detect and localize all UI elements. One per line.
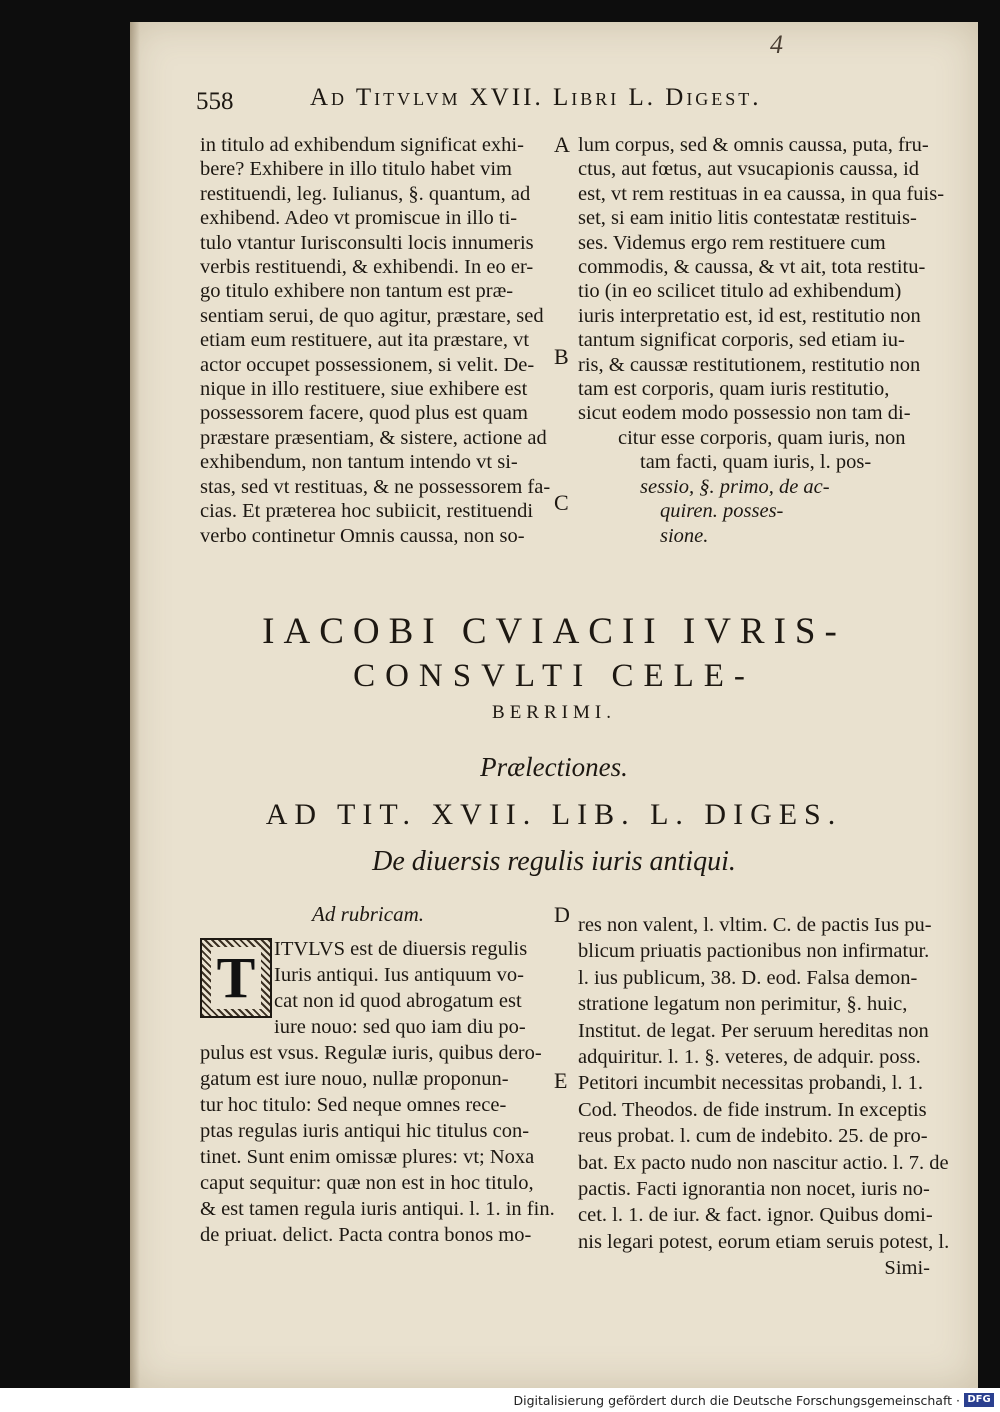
text-line: blicum priuatis pactionibus non infirmatur. bbox=[578, 940, 930, 963]
text-line: nique in illo restituere, siue exhibere est bbox=[200, 378, 528, 401]
text-line: tur hoc titulo: Sed neque omnes rece- bbox=[200, 1094, 507, 1116]
text-line: quiren. posses- bbox=[660, 500, 784, 523]
heading-line-2: CONSVLTI CELE- bbox=[353, 658, 755, 694]
text-line: sione. bbox=[660, 524, 709, 547]
text-line: tio (in eo scilicet titulo ad exhibendum) bbox=[578, 280, 902, 303]
text-line: bere? Exhibere in illo titulo habet vim bbox=[200, 158, 512, 181]
text-line: tam facti, quam iuris, l. pos- bbox=[640, 451, 872, 474]
text-line: tulo vtantur Iurisconsulti locis innumeris bbox=[200, 231, 534, 254]
text-line: adquiritur. l. 1. §. veteres, de adquir. poss. bbox=[578, 1046, 921, 1069]
text-line: iure nouo: sed quo iam diu po- bbox=[274, 1016, 526, 1038]
text-line: tantum significat corporis, sed etiam iu- bbox=[578, 329, 905, 352]
text-line: ses. Videmus ergo rem restituere cum bbox=[578, 231, 886, 254]
text-line: possessorem facere, quod plus est quam bbox=[200, 402, 528, 425]
text-line: cet. l. 1. de iur. & fact. ignor. Quibus domi- bbox=[578, 1204, 933, 1227]
text-line: verbo continetur Omnis caussa, non so- bbox=[200, 524, 525, 547]
heading-ad-tit: AD TIT. XVII. LIB. L. DIGES. bbox=[265, 798, 843, 831]
text-line: go titulo exhibere non tantum est præ- bbox=[200, 280, 514, 303]
text-line: sentiam serui, de quo agitur, præstare, sed bbox=[200, 304, 544, 327]
text-line: res non valent, l. vltim. C. de pactis Ius pu- bbox=[578, 914, 932, 936]
text-line: gatum est iure nouo, nullæ proponun- bbox=[200, 1068, 509, 1090]
text-line: bat. Ex pacto nudo non nascitur actio. l. 7. de bbox=[578, 1151, 949, 1174]
text-line: de priuat. delict. Pacta contra bonos mo- bbox=[200, 1224, 532, 1246]
heading-line-3: BERRIMI. bbox=[492, 702, 616, 723]
heading-line-1: IACOBI CVIACII IVRIS- bbox=[262, 611, 846, 652]
margin-letter-e: E bbox=[554, 1068, 568, 1093]
text-line: Institut. de legat. Per seruum hereditas non bbox=[578, 1019, 929, 1042]
text-line: citur esse corporis, quam iuris, non bbox=[618, 426, 906, 449]
text-line: cias. Et præterea hoc subiicit, restituendi bbox=[200, 500, 534, 523]
heading-praelectiones: Prælectiones. bbox=[480, 752, 628, 782]
text-line: exhibendum, non tantum intendo vt si- bbox=[200, 451, 518, 474]
corner-page-number: 4 bbox=[770, 30, 783, 59]
text-line: exhibend. Adeo vt promiscue in illo ti- bbox=[200, 207, 518, 230]
text-line: præstare præsentiam, & sistere, actione ad bbox=[200, 426, 547, 449]
top-right-column bbox=[578, 133, 945, 548]
margin-letter-a: A bbox=[554, 132, 570, 157]
text-line: sicut eodem modo possessio non tam di- bbox=[578, 402, 911, 425]
initial-letter: T bbox=[211, 947, 262, 1009]
text-line: lum corpus, sed & omnis caussa, puta, fru- bbox=[578, 134, 929, 156]
text-line: ITVLVS est de diuersis regulis bbox=[274, 938, 528, 960]
text-line: est, vt rem restituas in ea caussa, in qua fuis- bbox=[578, 182, 945, 205]
heading-de-diversis: De diuersis regulis iuris antiqui. bbox=[372, 846, 736, 877]
text-line: etiam eum restituere, aut ita præstare, vt bbox=[200, 329, 530, 352]
text-line: Iuris antiqui. Ius antiquum vo- bbox=[274, 964, 524, 986]
text-line: stas, sed vt restituas, & ne possessorem fa- bbox=[200, 475, 551, 498]
text-line: pulus est vsus. Regulæ iuris, quibus dero- bbox=[200, 1042, 542, 1064]
bottom-right-column bbox=[578, 912, 950, 1282]
text-line: Cod. Theodos. de fide instrum. In exceptis bbox=[578, 1098, 927, 1121]
text-line: in titulo ad exhibendum significat exhi- bbox=[200, 134, 524, 156]
text-line: set, si eam initio litis contestatæ restituis- bbox=[578, 207, 917, 230]
footer-credit: Digitalisierung gefördert durch die Deutsche Forschungsgemeinschaft · bbox=[513, 1393, 960, 1408]
catchword: Simi- bbox=[884, 1257, 930, 1280]
rubric-label: Ad rubricam. bbox=[312, 902, 424, 926]
text-line: restituendi, leg. Iulianus, §. quantum, ad bbox=[200, 182, 531, 205]
book-page bbox=[130, 22, 978, 1388]
text-line: caput sequitur: quæ non est in hoc titulo, bbox=[200, 1172, 534, 1194]
margin-letter-b: B bbox=[554, 344, 569, 369]
text-line: pactis. Facti ignorantia non nocet, iuris no- bbox=[578, 1178, 930, 1201]
page-number: 558 bbox=[196, 88, 234, 115]
dfg-logo: DFG bbox=[964, 1393, 994, 1407]
margin-letter-c: C bbox=[554, 490, 569, 515]
text-line: Petitori incumbit necessitas probandi, l. 1. bbox=[578, 1072, 924, 1095]
text-line: stratione legatum non perimitur, §. huic, bbox=[578, 993, 908, 1016]
text-line: ctus, aut fœtus, aut vsucapionis caussa, id bbox=[578, 158, 920, 181]
text-line: reus probat. l. cum de indebito. 25. de pro- bbox=[578, 1125, 928, 1148]
text-line: ris, & caussæ restitutionem, restitutio non bbox=[578, 353, 921, 376]
text-line: cat non id quod abrogatum est bbox=[274, 990, 522, 1012]
running-head: Ad Titvlvm XVII. Libri L. Digest. bbox=[310, 84, 762, 111]
text-line: sessio, §. primo, de ac- bbox=[640, 475, 830, 498]
text-line: tam est corporis, quam iuris restitutio, bbox=[578, 378, 890, 401]
footer-bar bbox=[0, 1388, 1000, 1412]
text-line: verbis restituendi, & exhibendi. In eo er- bbox=[200, 256, 534, 279]
text-line: l. ius publicum, 38. D. eod. Falsa demon- bbox=[578, 966, 918, 989]
text-line: actor occupet possessionem, si velit. De- bbox=[200, 353, 535, 376]
text-line: tinet. Sunt enim omissæ plures: vt; Noxa bbox=[200, 1146, 535, 1168]
text-line: & est tamen regula iuris antiqui. l. 1. in fin. bbox=[200, 1198, 555, 1220]
text-line: ptas regulas iuris antiqui hic titulus con- bbox=[200, 1120, 530, 1142]
text-line: iuris interpretatio est, id est, restitutio non bbox=[578, 304, 921, 327]
text-line: nis legari potest, eorum etiam seruis potest, l. bbox=[578, 1230, 950, 1253]
bottom-left-column bbox=[200, 902, 555, 1248]
text-line: commodis, & caussa, & vt ait, tota restitu- bbox=[578, 256, 926, 279]
margin-letter-d: D bbox=[554, 902, 570, 927]
top-left-column bbox=[200, 133, 550, 548]
